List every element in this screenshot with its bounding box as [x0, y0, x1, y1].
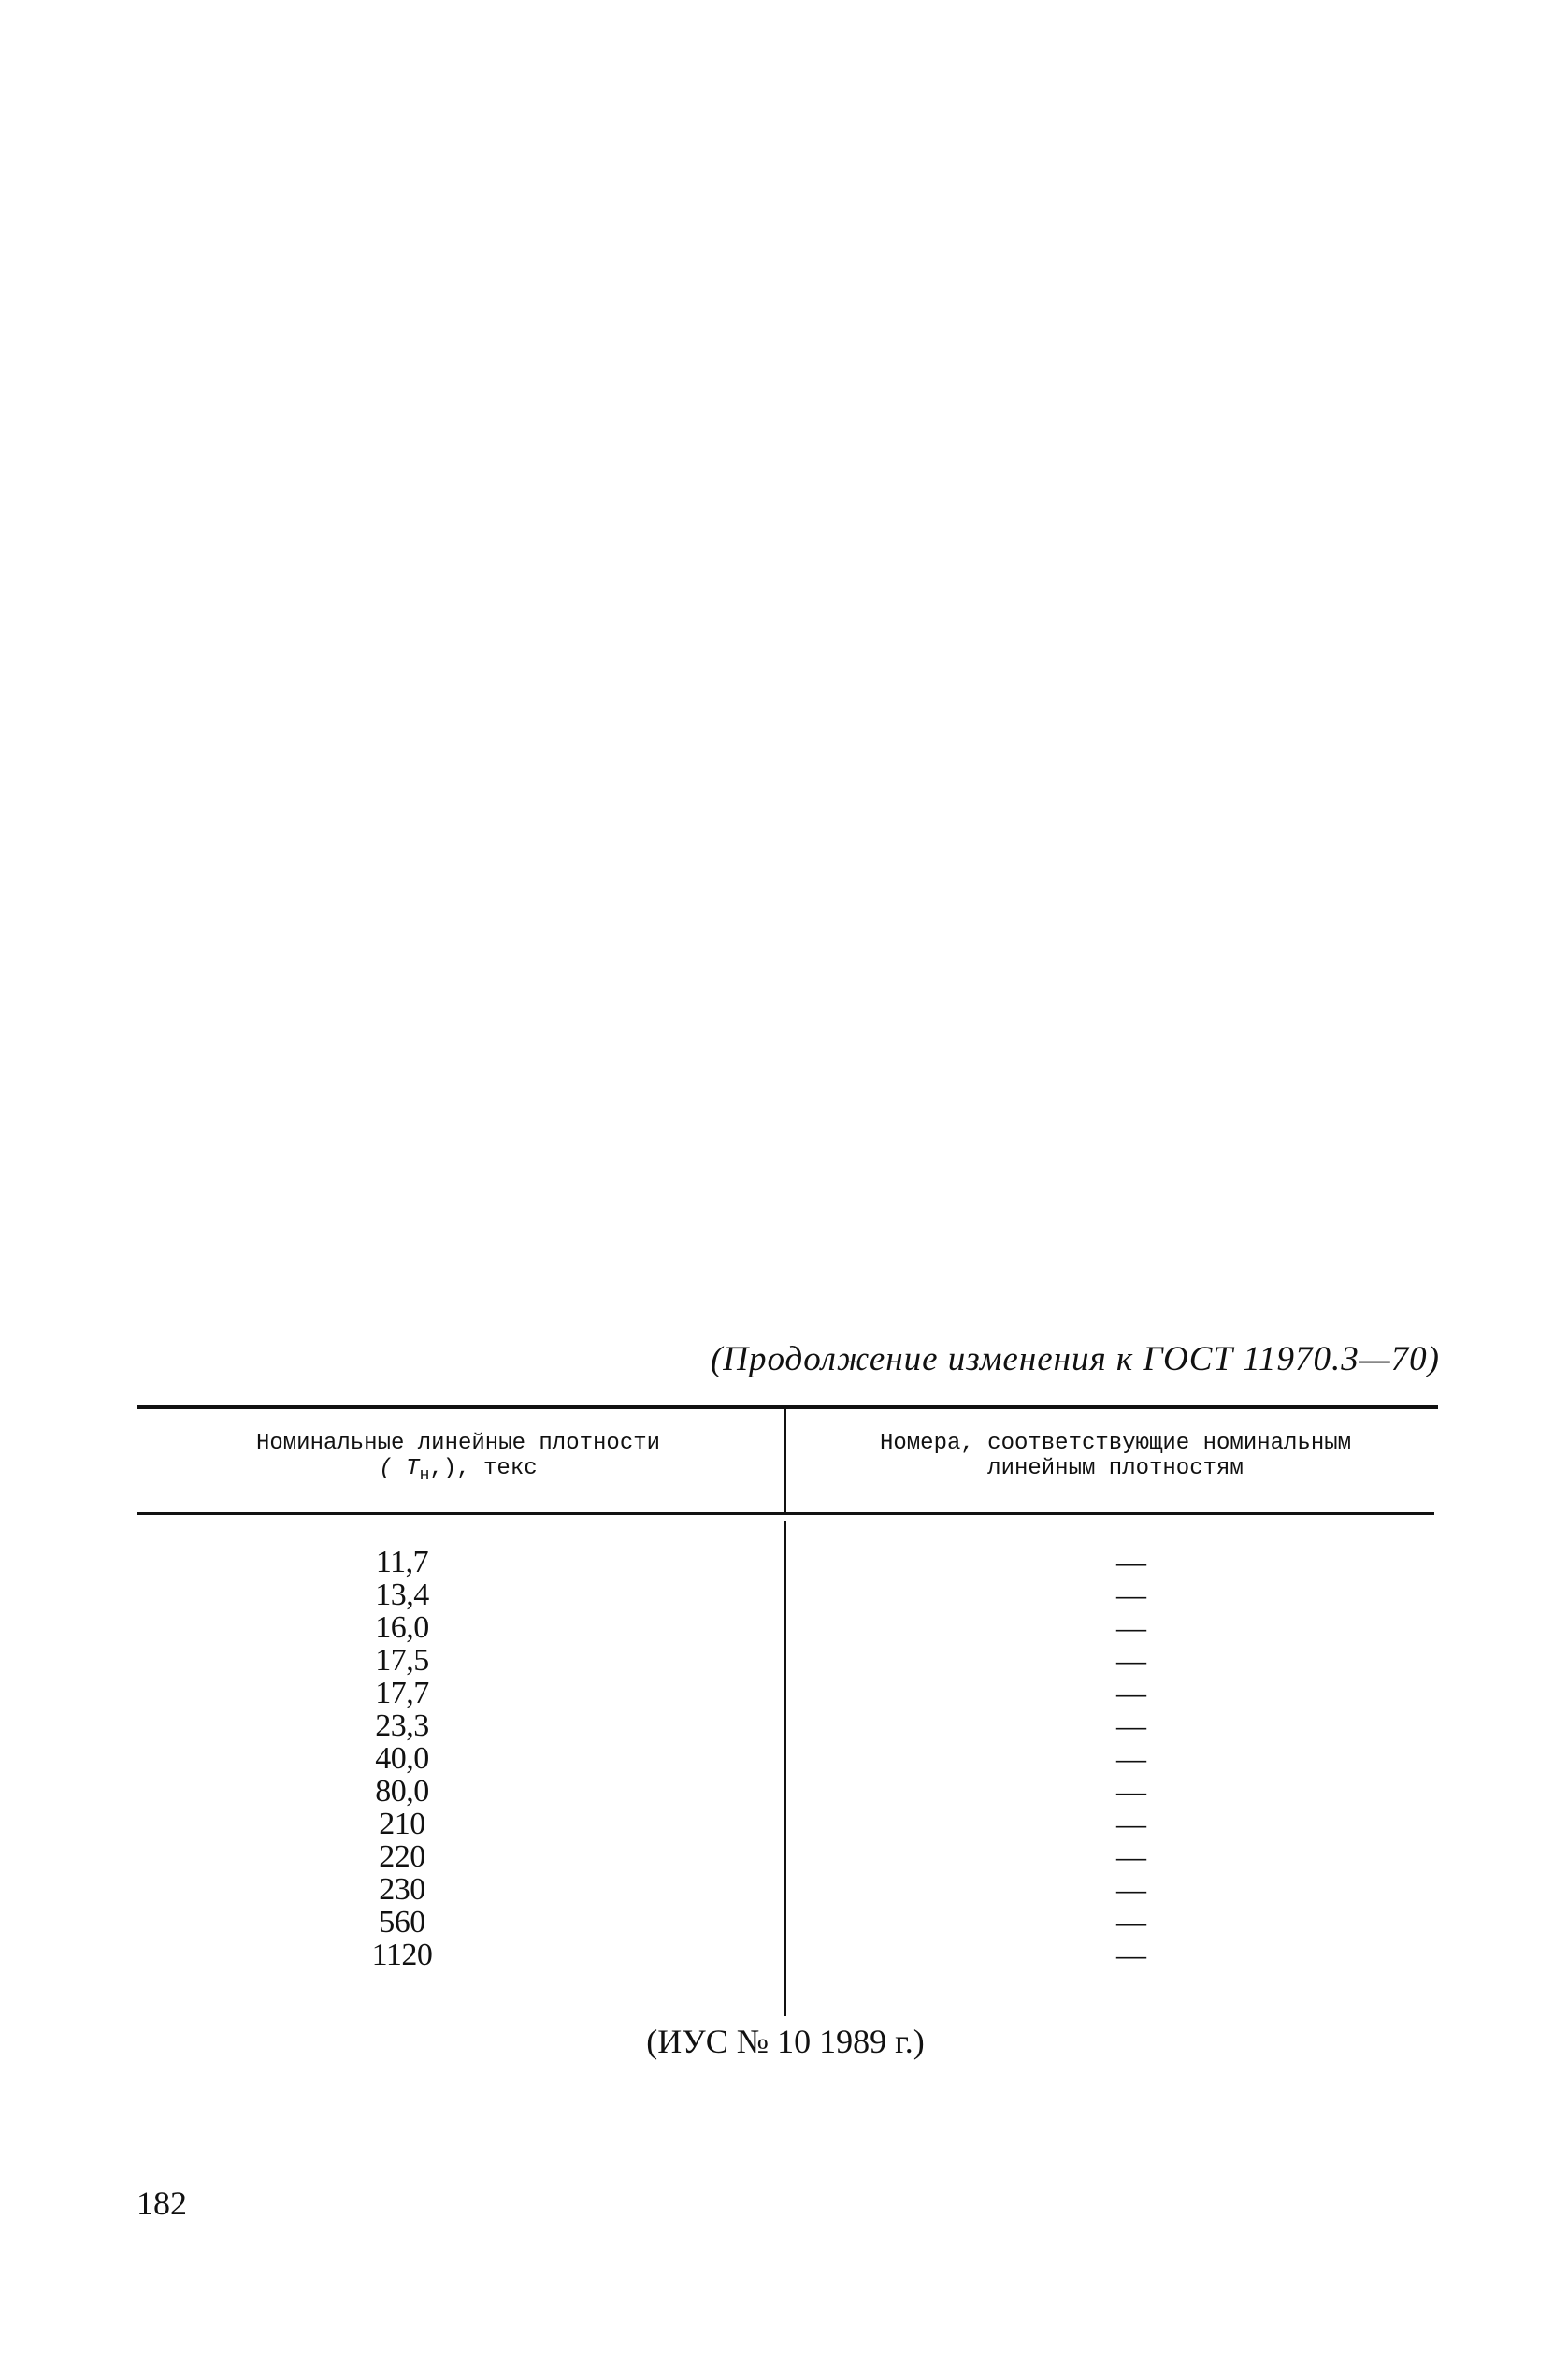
header-column-divider	[784, 1409, 786, 1512]
header-bottom-rule	[137, 1512, 1434, 1515]
density-cell: 220	[379, 1839, 425, 1874]
density-cell: 560	[379, 1905, 425, 1939]
header-nominal-density	[140, 1431, 776, 1489]
page-number: 182	[137, 2184, 187, 2222]
density-cell: 17,5	[375, 1643, 429, 1678]
number-cell: —	[1116, 1905, 1146, 1939]
number-cell: —	[1116, 1708, 1146, 1742]
header-numbers-line1: Номера, соответствующие номинальным	[879, 1431, 1352, 1456]
density-cell: 17,7	[375, 1676, 429, 1710]
number-cell: —	[1116, 1872, 1146, 1906]
header-numbers	[793, 1431, 1438, 1481]
source-note: (ИУС № 10 1989 г.)	[646, 2023, 925, 2060]
number-cell: —	[1116, 1676, 1146, 1709]
density-values-column	[337, 1546, 468, 1971]
number-cell: —	[1116, 1774, 1146, 1808]
number-cell: —	[1116, 1610, 1146, 1644]
continuation-title: (Продолжение изменения к ГОСТ 11970.3—70)	[710, 1340, 1440, 1378]
body-column-divider	[784, 1521, 786, 2016]
number-values-column	[1103, 1546, 1159, 1971]
density-cell: 1120	[371, 1938, 433, 1972]
header-nominal-density-line1: Номинальные линейные плотности	[255, 1431, 661, 1456]
density-cell: 13,4	[375, 1578, 429, 1612]
number-cell: —	[1116, 1839, 1146, 1873]
density-cell: 11,7	[375, 1545, 429, 1579]
header-unit: ,), текс	[429, 1456, 538, 1481]
density-cell: 16,0	[375, 1610, 429, 1645]
number-cell: —	[1116, 1807, 1146, 1840]
number-cell: —	[1116, 1938, 1146, 1971]
number-cell: —	[1116, 1578, 1146, 1611]
density-cell: 230	[379, 1872, 425, 1907]
number-cell: —	[1116, 1643, 1146, 1677]
table-top-rule	[137, 1405, 1438, 1409]
header-nominal-density-line2	[140, 1456, 776, 1489]
header-symbol: ( T	[379, 1456, 420, 1481]
header-symbol-subscript: н	[419, 1465, 430, 1485]
number-cell: —	[1116, 1545, 1146, 1578]
density-cell: 23,3	[375, 1708, 429, 1743]
density-cell: 210	[379, 1807, 425, 1841]
density-cell: 40,0	[375, 1741, 429, 1776]
header-numbers-line2: линейным плотностям	[987, 1456, 1244, 1481]
density-cell: 80,0	[375, 1774, 429, 1809]
number-cell: —	[1116, 1741, 1146, 1775]
